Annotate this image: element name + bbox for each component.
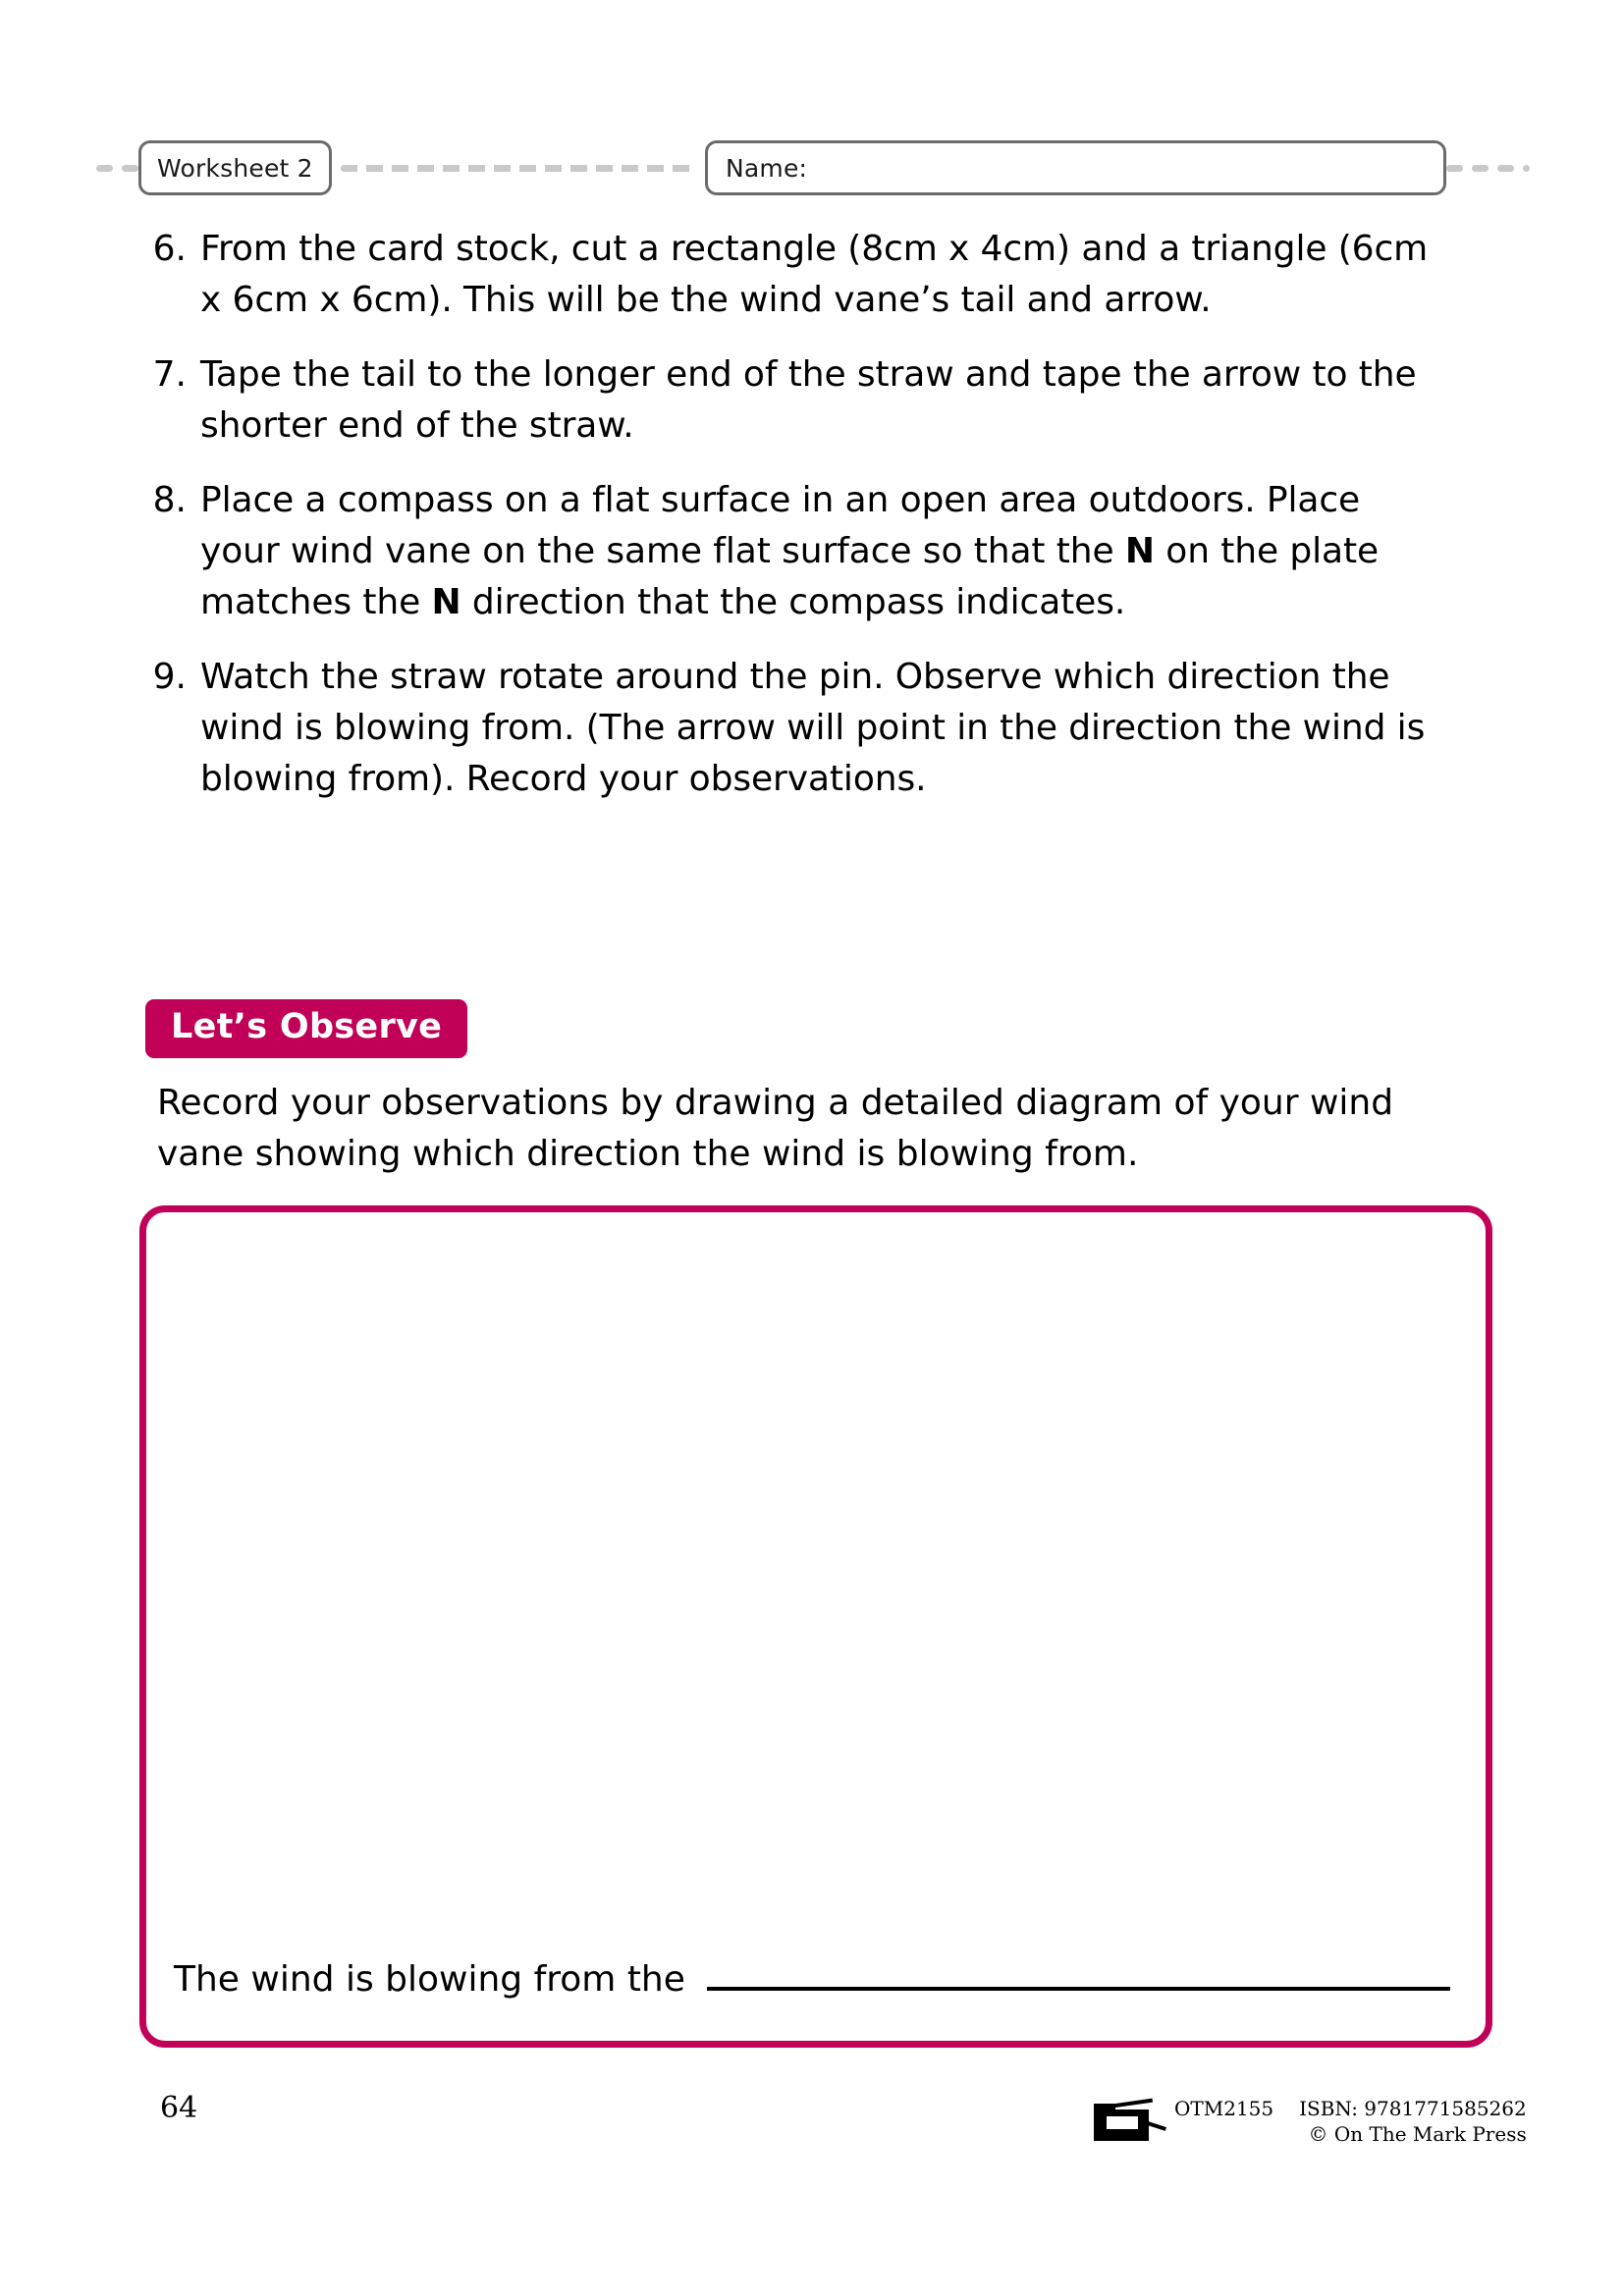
instruction-number: 9. — [152, 657, 187, 697]
dash-segment — [1446, 165, 1463, 172]
dash-segment — [1523, 165, 1530, 172]
observe-instruction-text: Record your observations by drawing a detailed diagram of your wind vane showing which direction the wind is blowing from. — [157, 1083, 1394, 1174]
imprint-text-block — [1174, 2096, 1527, 2147]
copyright-line: © On The Mark Press — [1308, 2122, 1527, 2146]
instruction-number: 6. — [152, 229, 187, 269]
instruction-text: Watch the straw rotate around the pin. Observe which direction the wind is blowing from. (The arrow will point in the direction the wind is blowing from). Record your observations. — [200, 657, 1426, 799]
answer-prompt-label: The wind is blowing from the — [174, 1959, 685, 2000]
instruction-text-segment: Place a compass on a flat surface in an open area outdoors. Place your wind vane on the same flat surface so that the — [200, 480, 1361, 571]
instruction-text — [200, 475, 1434, 628]
dash-segment — [1497, 165, 1514, 172]
instruction-item — [147, 224, 1434, 326]
answer-row — [174, 1953, 1450, 2003]
header-dashes-right — [1446, 137, 1530, 198]
instruction-item — [147, 652, 1434, 805]
page-number: 64 — [160, 2091, 198, 2125]
dash-segment — [96, 165, 113, 172]
imprint-line-codes — [1174, 2096, 1527, 2121]
header-dashes-left — [96, 137, 138, 198]
drawing-area[interactable] — [139, 1205, 1492, 2048]
isbn-text: ISBN: 9781771585262 — [1299, 2097, 1527, 2120]
instruction-list — [147, 224, 1434, 828]
worksheet-title-box — [138, 140, 332, 195]
header-dashes-middle — [341, 165, 696, 172]
dash-segment — [122, 165, 138, 172]
instruction-item — [147, 349, 1434, 452]
printing-press-icon — [1090, 2098, 1161, 2147]
answer-input-line[interactable] — [707, 1953, 1450, 1991]
instruction-number: 7. — [152, 354, 187, 395]
lets-observe-badge — [145, 999, 467, 1058]
name-field-label: Name: — [726, 153, 808, 183]
name-field-box[interactable] — [705, 140, 1446, 195]
instruction-number: 8. — [152, 480, 187, 520]
instruction-bold-north: N — [1124, 531, 1155, 571]
instruction-text: From the card stock, cut a rectangle (8cm x 4cm) and a triangle (6cm x 6cm x 6cm). This will be the wind vane’s tail and arrow. — [200, 229, 1429, 320]
lets-observe-label: Let’s Observe — [171, 1007, 443, 1046]
publisher-imprint — [1090, 2096, 1527, 2147]
instruction-text-segment: on the plate matches the — [200, 531, 1380, 622]
instruction-text: Tape the tail to the longer end of the straw and tape the arrow to the shorter end of the straw. — [200, 354, 1417, 446]
instruction-text-segment: direction that the compass indicates. — [460, 582, 1126, 622]
worksheet-title-label: Worksheet 2 — [157, 153, 313, 183]
product-code: OTM2155 — [1174, 2097, 1274, 2120]
instruction-bold-north: N — [431, 582, 461, 622]
worksheet-header — [96, 137, 1530, 198]
instruction-item — [147, 475, 1434, 628]
dash-segment — [1472, 165, 1489, 172]
